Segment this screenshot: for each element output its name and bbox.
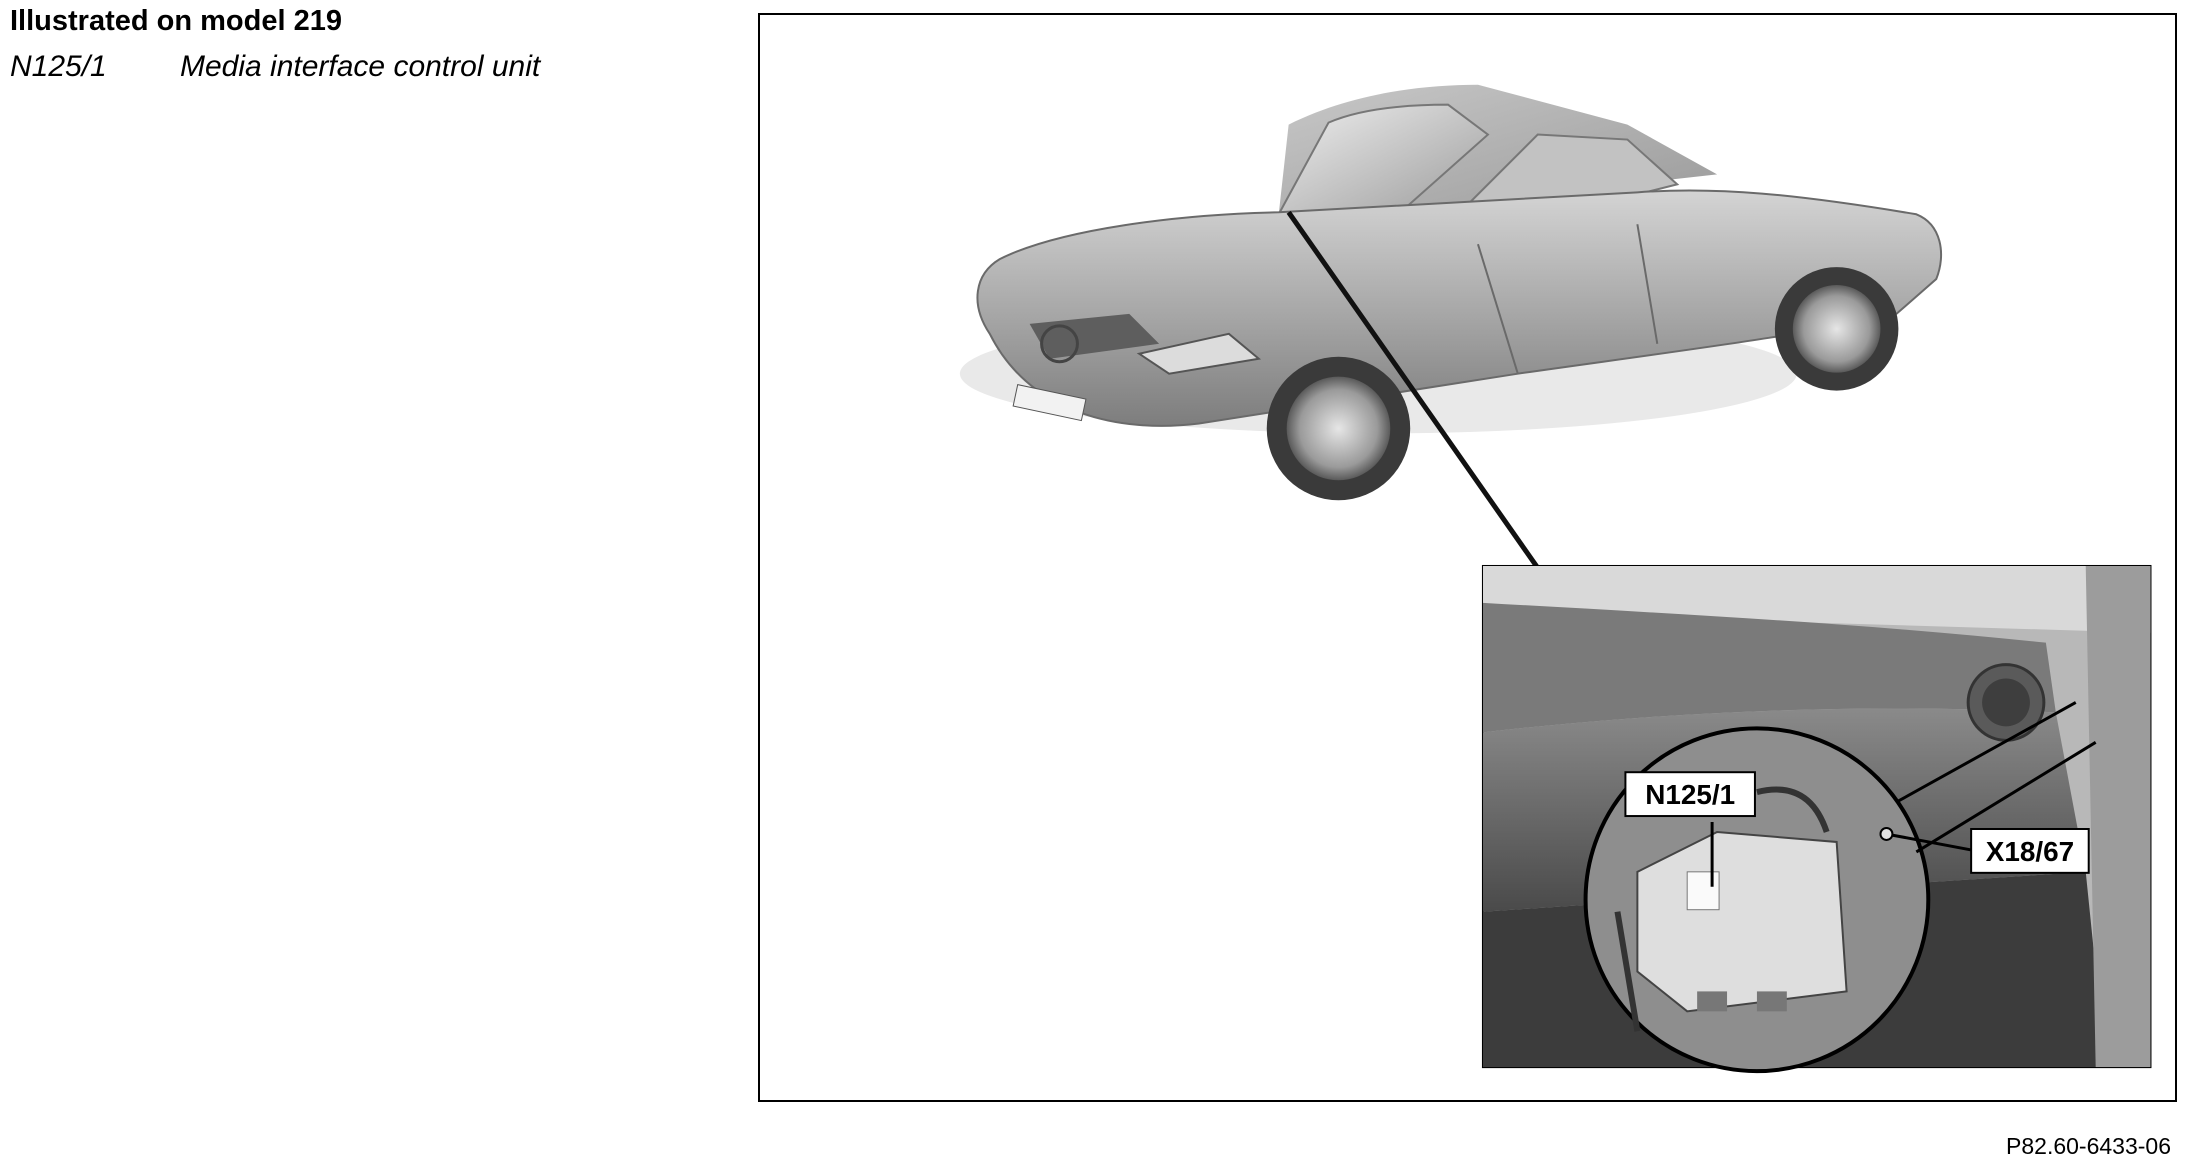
vehicle-illustration	[760, 15, 2175, 1100]
legend-code: N125/1	[10, 50, 107, 83]
legend-description: Media interface control unit	[180, 50, 541, 83]
page-heading: Illustrated on model 219	[10, 5, 342, 37]
illustration-frame	[758, 13, 2177, 1102]
legend-item	[10, 50, 540, 83]
figure-reference: P82.60-6433-06	[2006, 1133, 2171, 1159]
callout-label-control-unit: N125/1	[1645, 779, 1736, 811]
car-drawing	[960, 85, 1941, 500]
callout-label-connector: X18/67	[1985, 835, 2075, 867]
